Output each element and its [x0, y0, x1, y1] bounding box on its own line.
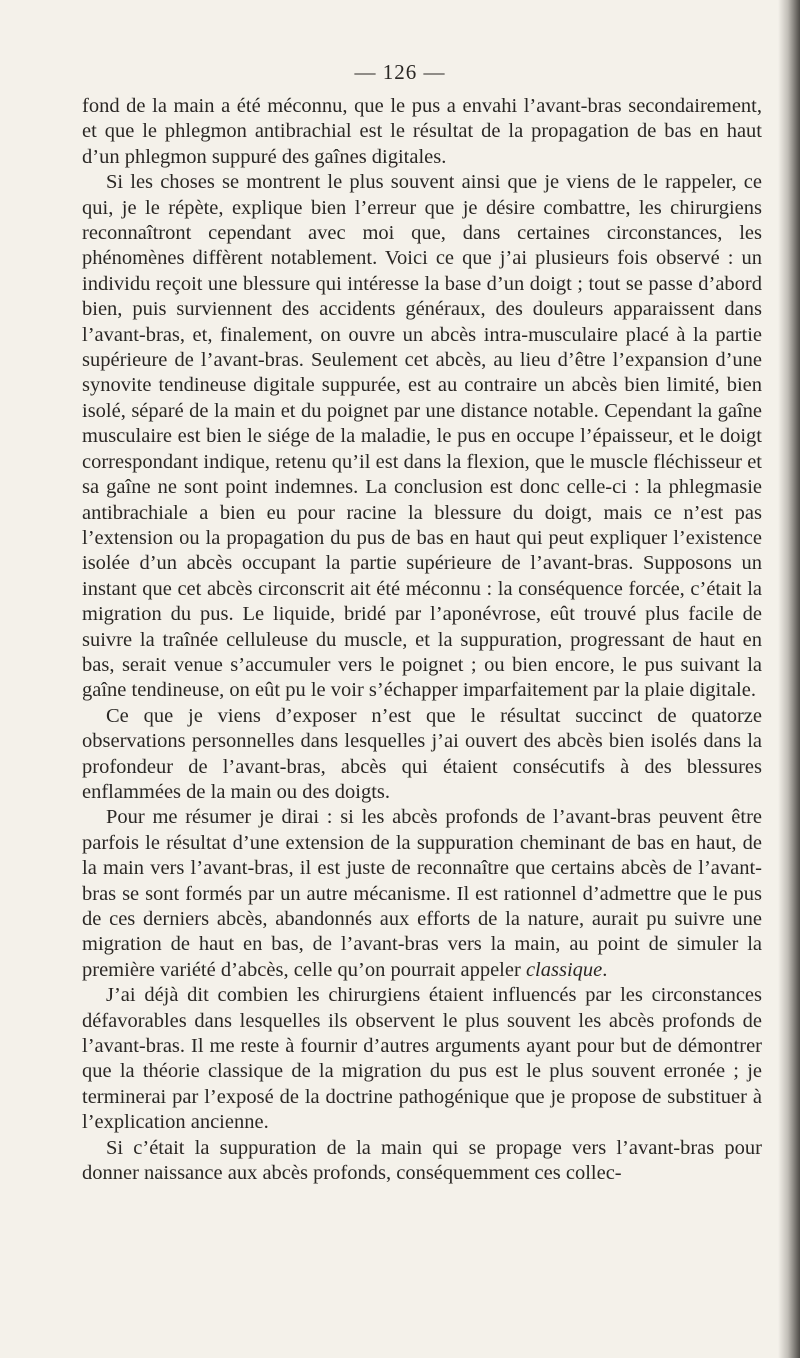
paragraph-4-text: Pour me résumer je dirai : si les abcès profonds de l’avant-bras peuvent être parfois le résultat d’une extension de la suppuration cheminant de bas en haut, de la main vers l’avant-bras, il est juste de reconnaître que certains abcès de l’avant-bras se sont formés par un autre mécanisme. Il est rationnel d’admettre que le pus de ces derniers abcès, abandonnés aux efforts de la nature, aurait pu suivre une migration de haut en bas, de l’avant-bras vers la main, au point de simuler la première variété d’abcès, celle qu’on pourrait appeler	[82, 806, 762, 981]
paragraph-5: J’ai déjà dit combien les chirurgiens étaient influencés par les circonstances défavorables dans lesquelles ils observent le plus souvent les abcès profonds de l’avant-bras. Il me reste à fournir d’autres arguments ayant pour but de démontrer que la théorie classique de la migration du pus est le plus souvent erronée ; je terminerai par l’exposé de la doctrine pathogénique que je propose de substituer à l’explication ancienne.	[82, 984, 762, 1134]
paragraph-1: fond de la main a été méconnu, que le pus a envahi l’avant-bras secondairement, et que le phlegmon antibrachial est le résultat de la propagation de bas en haut d’un phlegmon suppuré des gaînes digitales.	[82, 95, 762, 168]
paragraph-3: Ce que je viens d’exposer n’est que le résultat succinct de quatorze observations personnelles dans lesquelles j’ai ouvert des abcès bien isolés dans la profondeur de l’avant-bras, abcès qui étaient consécutifs à des blessures enflammées de la main ou des doigts.	[82, 704, 762, 803]
page-edge-shadow	[778, 0, 800, 1358]
body-text	[82, 94, 762, 1186]
paragraph-4-italic: classique	[525, 958, 603, 981]
paragraph-6: Si c’était la suppuration de la main qui se propage vers l’avant-bras pour donner naissance aux abcès profonds, conséquemment ces collec-	[82, 1136, 762, 1185]
paragraph-4-tail: .	[602, 958, 608, 981]
paragraph-2: Si les choses se montrent le plus souvent ainsi que je viens de le rappeler, ce qui, je le répète, explique bien l’erreur que je désire combattre, les chirurgiens reconnaîtront cependant avec moi que, dans certaines circonstances, les phénomènes diffèrent notablement. Voici ce que j’ai plusieurs fois observé : un individu reçoit une blessure qui intéresse la base d’un doigt ; tout se passe d’abord bien, puis surviennent des accidents généraux, des douleurs apparaissent dans l’avant-bras, et, finalement, on ouvre un abcès intra-musculaire placé à la partie supérieure de l’avant-bras. Seulement cet abcès, au lieu d’être l’expansion d’une synovite tendineuse digitale suppurée, est au contraire un abcès bien limité, bien isolé, séparé de la main et du poignet par une distance notable. Cependant la gaîne musculaire est bien le siége de la maladie, le pus en occupe l’épaisseur, et le doigt correspondant indique, retenu qu’il est dans la flexion, que le muscle fléchisseur et sa gaîne ne sont point indemnes. La conclusion est donc celle-ci : la phlegmasie antibrachiale a bien eu pour racine la blessure du doigt, mais ce n’est pas l’extension ou la propagation du pus de bas en haut qui peut expliquer l’existence isolée d’un abcès occupant la partie supérieure de l’avant-bras. Supposons un instant que cet abcès circonscrit ait été méconnu : la conséquence forcée, c’était la migration du pus. Le liquide, bridé par l’aponévrose, eût trouvé plus facile de suivre la traînée celluleuse du muscle, et la suppuration, progressant de haut en bas, serait venue s’accumuler vers le poignet ; ou bien encore, le pus suivant la gaîne tendineuse, on eût pu le voir s’échapper imparfaitement par la plaie digitale.	[82, 171, 762, 702]
page-number: — 126 —	[354, 60, 446, 84]
paragraph-4	[82, 805, 762, 983]
